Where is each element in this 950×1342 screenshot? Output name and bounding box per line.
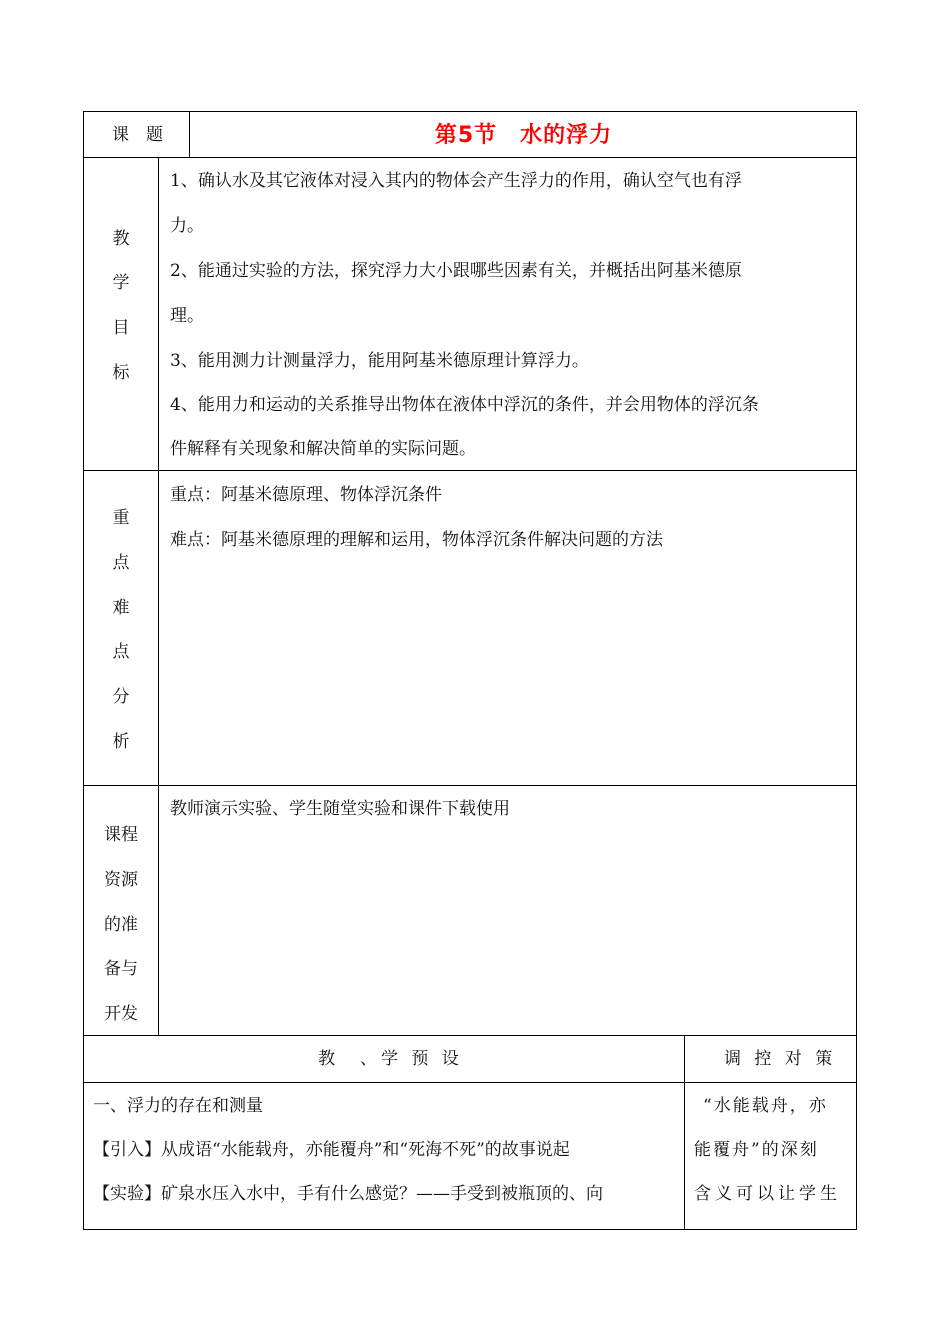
key-point-line: 重点：阿基米德原理、物体浮沉条件	[170, 485, 442, 505]
objective-line: 件解释有关现象和解决简单的实际问题。	[170, 439, 476, 459]
objective-line: 力。	[170, 216, 204, 236]
row-divider	[83, 785, 857, 786]
key-points-label-char: 点	[112, 553, 130, 573]
row-divider	[83, 470, 857, 471]
row-divider	[83, 1035, 857, 1036]
objective-line: 4、能用力和运动的关系推导出物体在液体中浮沉的条件，并会用物体的浮沉条	[170, 395, 759, 415]
resources-label-line: 备与	[104, 959, 138, 979]
key-points-label-char: 重	[112, 508, 130, 528]
table-border-top	[83, 111, 857, 112]
objectives-label-char: 教	[112, 229, 130, 249]
plan-note-line: “水能载舟，亦	[703, 1096, 828, 1116]
plan-header-right: 调 控 对 策	[724, 1049, 837, 1069]
plan-line: 【实验】矿泉水压入水中，手有什么感觉？——手受到被瓶顶的、向	[93, 1184, 603, 1204]
plan-note-line: 含义可以让学生	[694, 1184, 841, 1204]
objective-line: 1、确认水及其它液体对浸入其内的物体会产生浮力的作用，确认空气也有浮	[170, 171, 742, 191]
page-title: 第5节 水的浮力	[434, 123, 613, 148]
resources-content: 教师演示实验、学生随堂实验和课件下载使用	[170, 799, 510, 819]
plan-col-divider	[684, 1035, 685, 1230]
plan-note-line: 能覆舟”的深刻	[694, 1140, 819, 1160]
label-col-divider	[158, 157, 159, 1036]
table-border-right	[856, 111, 857, 1230]
resources-label-line: 的准	[104, 915, 138, 935]
plan-line: 一、浮力的存在和测量	[93, 1096, 263, 1116]
row-divider	[83, 1082, 857, 1083]
objective-line: 3、能用测力计测量浮力，能用阿基米德原理计算浮力。	[170, 351, 589, 371]
objective-line: 理。	[170, 306, 204, 326]
row-divider	[83, 157, 857, 158]
key-point-line: 难点：阿基米德原理的理解和运用，物体浮沉条件解决问题的方法	[170, 530, 663, 550]
plan-header-left: 教 、学 预 设	[318, 1049, 463, 1069]
key-points-label-char: 析	[112, 732, 130, 752]
key-points-label-char: 分	[112, 687, 130, 707]
objective-line: 2、能通过实验的方法，探究浮力大小跟哪些因素有关，并概括出阿基米德原	[170, 261, 742, 281]
resources-label-line: 课程	[104, 825, 138, 845]
plan-line: 【引入】从成语“水能载舟，亦能覆舟”和“死海不死”的故事说起	[93, 1140, 570, 1160]
resources-label-line: 开发	[104, 1004, 138, 1024]
objectives-label-char: 学	[112, 273, 130, 293]
key-points-label-char: 点	[112, 642, 130, 662]
topic-label: 课 题	[112, 125, 163, 145]
objectives-label-char: 标	[112, 363, 130, 383]
resources-label-line: 资源	[104, 870, 138, 890]
objectives-label-char: 目	[112, 318, 130, 338]
table-border-bottom	[83, 1229, 857, 1230]
key-points-label-char: 难	[112, 598, 130, 618]
